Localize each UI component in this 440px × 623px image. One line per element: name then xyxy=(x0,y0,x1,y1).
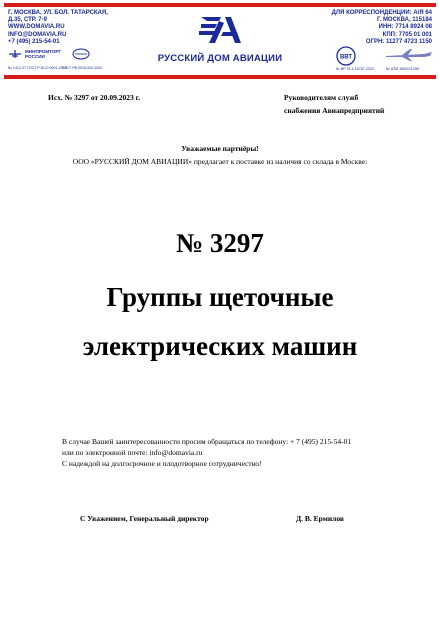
inn-line: ИНН: 7714 8924 08 xyxy=(378,24,432,31)
intro-text: ООО «РУССКИЙ ДОМ АВИАЦИИ» предлагает к поставке из наличия со склада в Москве: xyxy=(72,157,368,166)
correspondence-line: ДЛЯ КОРРЕСПОНДЕНЦИИ: А/Я 64 xyxy=(331,10,432,16)
product-title-line-2: электрических машин xyxy=(82,331,358,361)
bbt-circle-logo-icon xyxy=(336,46,362,66)
certification-logo-icon xyxy=(72,48,90,60)
airplane-icon xyxy=(8,49,22,59)
brand-logo-block xyxy=(150,14,290,64)
aircraft-silhouette-icon xyxy=(384,48,434,62)
phone-number: +7 (495) 215-54-01 xyxy=(8,38,60,45)
minpromtorg-label-1: МИНПРОМТОРГ xyxy=(25,49,62,55)
recipient-line-2: снабжения Авиапредприятий xyxy=(284,106,385,115)
right-cert-1: № ВР 31.1.16787-2022 xyxy=(336,67,374,71)
contact-line-2: или по электронной почте: info@domavia.ru xyxy=(62,448,203,457)
ogrn-line: ОГРН: 11277 4723 1150 xyxy=(365,38,432,45)
outgoing-reference: Исх. № 3297 от 20.09.2023 г. xyxy=(48,93,141,102)
city-line: Г. МОСКВА, 115184 xyxy=(376,17,432,24)
website-link[interactable]: WWW.DOMAVIA.RU xyxy=(8,24,65,31)
offer-number: № 3297 xyxy=(176,228,264,258)
signature-position: С Уважением, Генеральный директор xyxy=(80,514,209,523)
address-line-1: Г. МОСКВА, УЛ. БОЛ. ТАТАРСКАЯ, xyxy=(8,10,108,16)
right-contact-block xyxy=(322,10,432,46)
kpp-line: КПП: 7705 01 001 xyxy=(382,31,432,38)
email-link[interactable]: INFO@DOMAVIA.RU xyxy=(8,31,67,38)
minpromtorg-row xyxy=(8,48,108,60)
greeting: Уважаемые партнёры! xyxy=(181,144,259,153)
left-contact-block xyxy=(8,10,108,60)
letterhead xyxy=(0,0,440,80)
recipient-line-1: Руководителям служб xyxy=(284,93,359,102)
bbt-logo-text: ВВТ xyxy=(339,54,353,61)
right-cert-2: № АТМ 1605/23.055 xyxy=(386,67,420,71)
russian-aviation-house-logo-icon xyxy=(197,14,243,46)
left-cert-2: ГОСТ РВ 0015-002-2020 xyxy=(62,66,103,70)
signature-name: Д. В. Ермилов xyxy=(296,514,344,523)
product-title-line-1: Группы щеточные xyxy=(106,282,334,312)
top-red-stripe xyxy=(4,3,436,7)
bottom-red-stripe xyxy=(4,75,436,79)
contact-line-1: В случае Вашей заинтересованности просим обращаться по телефону: + 7 (495) 215-54-01 xyxy=(62,437,352,446)
address-line-2: Д.35, СТР. 7-9 xyxy=(8,17,47,24)
minpromtorg-label-2: РОССИИ xyxy=(25,54,45,60)
brand-name: РУССКИЙ ДОМ АВИАЦИИ xyxy=(157,53,283,64)
closing-line: С надеждой на долгосрочное и плодотворное сотрудничество! xyxy=(62,459,262,468)
left-cert-1: № 1412-07 ГОСТ Р ИСО 9001-2015 xyxy=(8,66,67,70)
